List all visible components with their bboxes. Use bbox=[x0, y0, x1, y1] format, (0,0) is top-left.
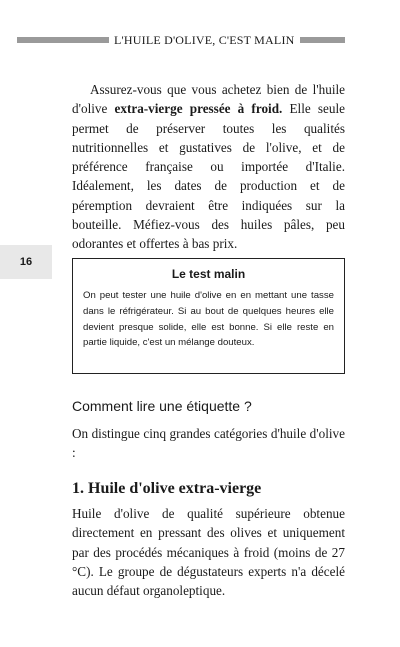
intro-bold-text: extra-vierge pressée à froid. bbox=[114, 101, 283, 117]
categories-intro-paragraph bbox=[72, 424, 345, 463]
extra-vierge-text: Huile d'olive de qualité supérieure obtenue directement en pressant des olives et uniquement par des procédés mécaniques à froid (moins de 27 °C). Le groupe de dégustateurs experts n'a décelé aucun défaut organoleptique. bbox=[72, 506, 345, 599]
page-number: 16 bbox=[19, 256, 33, 268]
sub-heading: 1. Huile d'olive extra-vierge bbox=[72, 480, 262, 497]
running-head bbox=[17, 32, 345, 48]
extra-vierge-paragraph bbox=[72, 504, 345, 600]
intro-text-start: Assurez-vous que vous achetez bien de l'huile d'olive bbox=[72, 82, 345, 117]
tip-box-title: Le test malin bbox=[171, 267, 246, 281]
running-head-right-rule bbox=[300, 37, 345, 43]
page-number-tab bbox=[0, 245, 52, 279]
tip-box bbox=[72, 258, 345, 374]
intro-paragraph bbox=[72, 80, 345, 254]
running-head-left-rule bbox=[17, 37, 109, 43]
section-heading: Comment lire une étiquette ? bbox=[72, 398, 252, 414]
intro-text-end: Elle seule permet de préserver toutes les qualités nutritionnelles et gustatives de l'olive, et de préférence française ou importée d'Italie. Idéalement, les dates de production et de péremption devraient être indiquées sur la bouteille. Méfiez-vous des huiles pâles, peu odorantes et offertes à bas prix. bbox=[72, 101, 345, 252]
categories-intro-text: On distingue cinq grandes catégories d'huile d'olive : bbox=[72, 426, 345, 461]
tip-box-text: On peut tester une huile d'olive en en mettant une tasse dans le réfrigérateur. Si au bout de quelques heures elle devient presque solide, elle est bonne. Si elle reste en partie liquide, c'est un mélange douteux. bbox=[83, 290, 334, 349]
running-head-title: L'HUILE D'OLIVE, C'EST MALIN bbox=[114, 32, 295, 47]
